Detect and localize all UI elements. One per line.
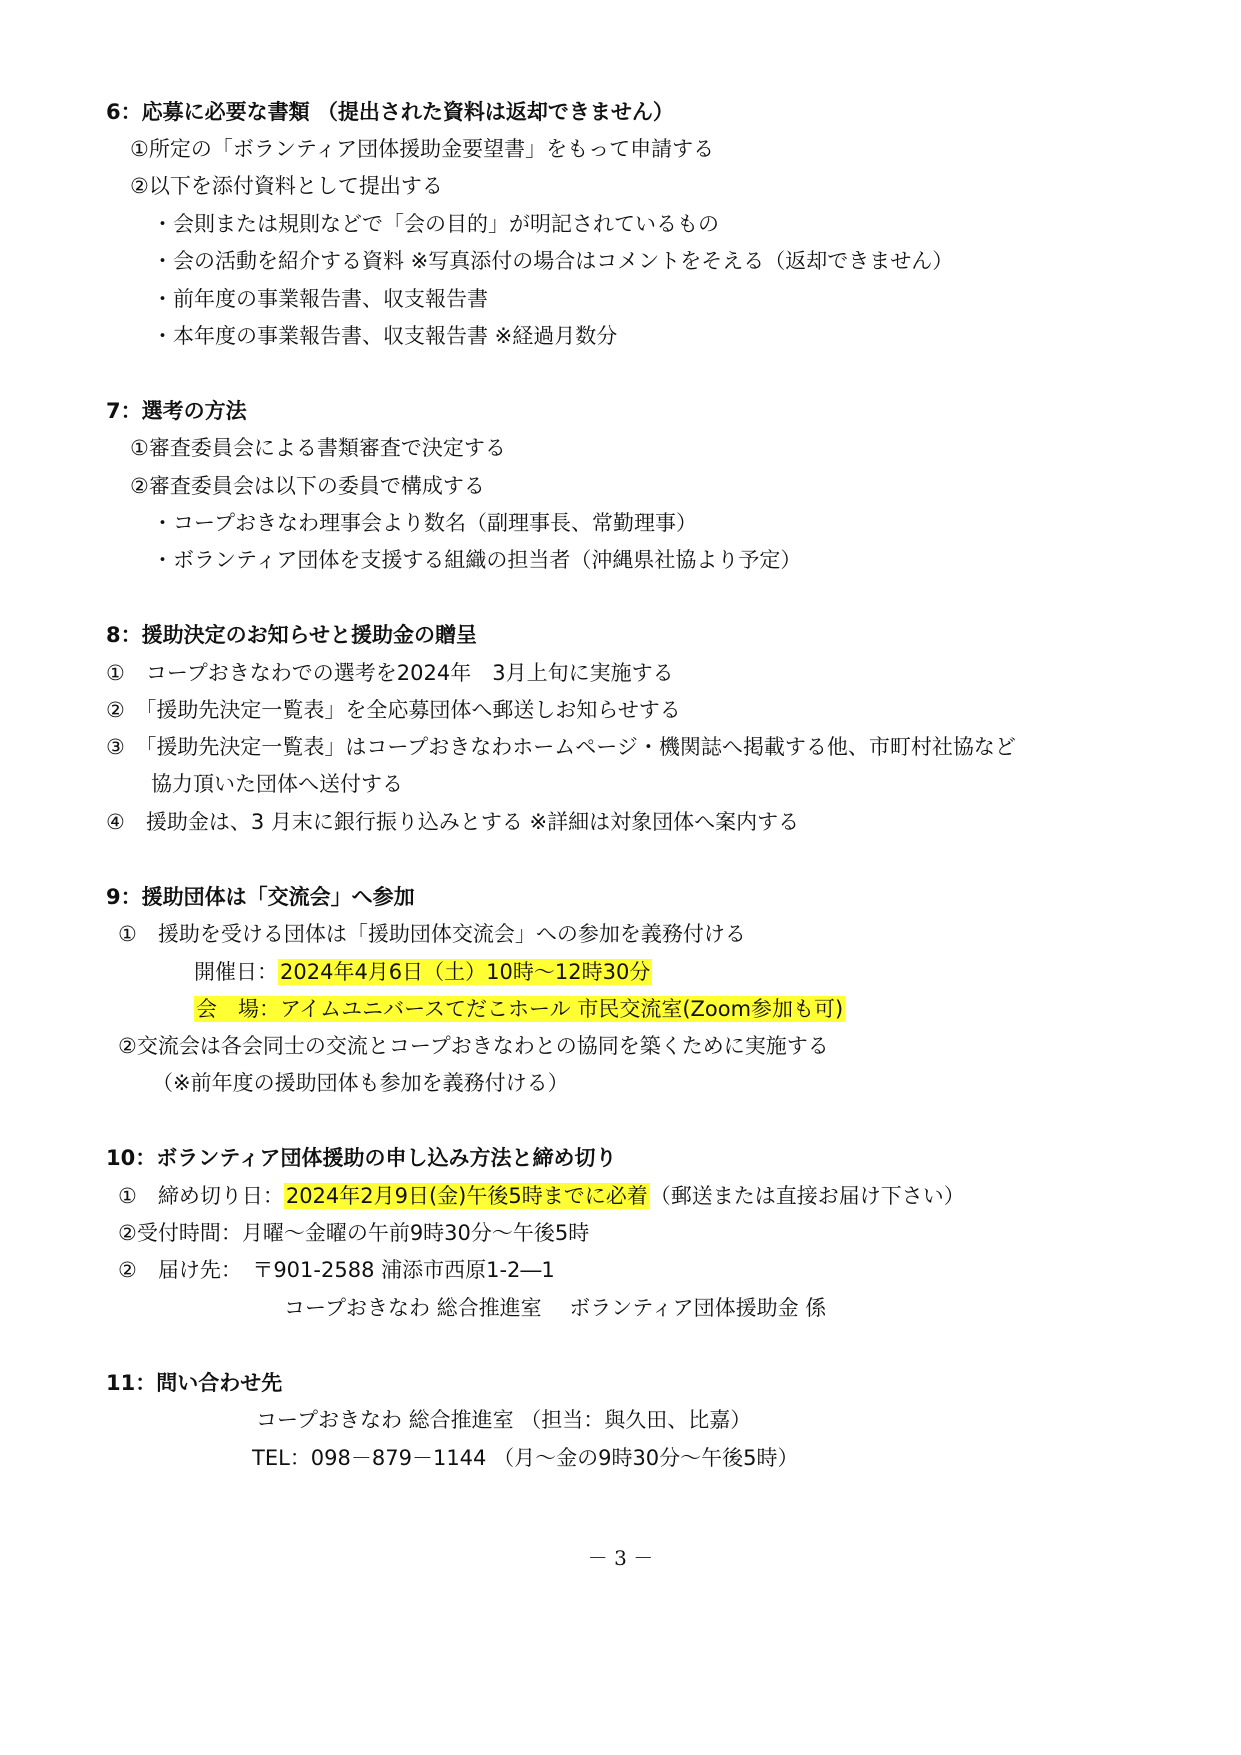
s11-contact: コープおきなわ 総合推進室 （担当：與久田、比嘉） xyxy=(256,1408,752,1432)
s6-item-2: ②以下を添付資料として提出する xyxy=(130,174,443,198)
s6-item-4: ・会の活動を紹介する資料 ※写真添付の場合はコメントをそえる（返却できません） xyxy=(152,249,954,273)
s9-venue-line xyxy=(194,995,845,1023)
section-10-heading: 10：ボランティア団体援助の申し込み方法と締め切り xyxy=(106,1146,617,1170)
s9-venue-highlight: 会 場：アイムユニバースてだこホール 市民交流室(Zoom参加も可) xyxy=(196,997,844,1021)
section-8-heading: 8：援助決定のお知らせと援助金の贈呈 xyxy=(106,623,477,647)
s6-item-5: ・前年度の事業報告書、収支報告書 xyxy=(152,287,488,311)
section-6-heading: 6：応募に必要な書類 （提出された資料は返却できません） xyxy=(106,100,674,124)
section-11-heading: 11：問い合わせ先 xyxy=(106,1371,283,1395)
s8-item-1: ① コープおきなわでの選考を2024年 3月上旬に実施する xyxy=(106,661,674,685)
s10-deadline-highlight: 2024年2月9日(金)午後5時までに必着 xyxy=(285,1184,648,1208)
s8-item-4: ④ 援助金は、3 月末に銀行振り込みとする ※詳細は対象団体へ案内する xyxy=(106,810,800,834)
s9-date-highlight: 2024年4月6日（土）10時～12時30分 xyxy=(280,960,651,984)
s7-item-3: ・コープおきなわ理事会より数名（副理事長、常勤理事） xyxy=(152,511,697,535)
s10-address: ② 届け先： 〒901-2588 浦添市西原1-2―1 xyxy=(118,1258,555,1282)
s7-item-4: ・ボランティア団体を支援する組織の担当者（沖縄県社協より予定） xyxy=(152,548,802,572)
s10-deadline-note: （郵送または直接お届け下さい） xyxy=(649,1184,965,1208)
s10-deadline-label: ① 締め切り日： xyxy=(118,1184,284,1208)
page-number: － 3 － xyxy=(587,1546,654,1570)
s6-item-3: ・会則または規則などで「会の目的」が明記されているもの xyxy=(152,212,719,236)
s8-item-2: ② 「援助先決定一覧表」を全応募団体へ郵送しお知らせする xyxy=(106,698,681,722)
s9-item-1: ① 援助を受ける団体は「援助団体交流会」への参加を義務付ける xyxy=(118,922,746,946)
s9-date-label: 開催日： xyxy=(194,960,278,984)
s10-recipient: コープおきなわ 総合推進室 ボランティア団体援助金 係 xyxy=(284,1296,827,1320)
s10-hours: ②受付時間：月曜～金曜の午前9時30分～午後5時 xyxy=(118,1221,590,1245)
s9-item-2: ②交流会は各会同士の交流とコープおきなわとの協同を築くために実施する xyxy=(118,1034,829,1058)
section-9-heading: 9：援助団体は「交流会」へ参加 xyxy=(106,885,415,909)
s6-item-1: ①所定の「ボランティア団体援助金要望書」をもって申請する xyxy=(130,137,715,161)
s7-item-2: ②審査委員会は以下の委員で構成する xyxy=(130,474,485,498)
s8-item-3: ③ 「援助先決定一覧表」はコープおきなわホームページ・機関誌へ掲載する他、市町村社協など xyxy=(106,735,1016,759)
s7-item-1: ①審査委員会による書類審査で決定する xyxy=(130,436,506,460)
s8-item-3-cont: 協力頂いた団体へ送付する xyxy=(151,772,403,796)
s6-item-6: ・本年度の事業報告書、収支報告書 ※経過月数分 xyxy=(152,324,618,348)
section-7-heading: 7：選考の方法 xyxy=(106,399,247,423)
s10-deadline-line xyxy=(118,1182,965,1210)
s9-date-line xyxy=(194,958,652,986)
s9-item-3: （※前年度の援助団体も参加を義務付ける） xyxy=(152,1071,569,1095)
s11-tel: TEL：098－879－1144 （月～金の9時30分～午後5時） xyxy=(252,1446,799,1470)
